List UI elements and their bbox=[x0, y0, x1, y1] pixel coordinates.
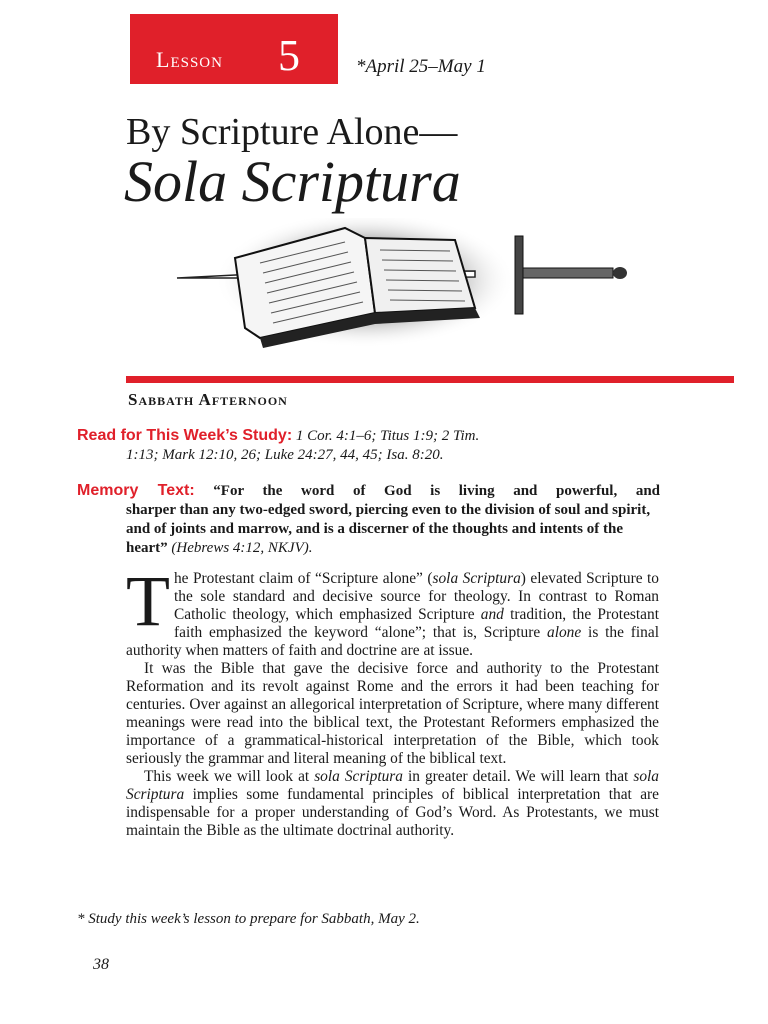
lesson-number: 5 bbox=[278, 31, 300, 80]
page-subtitle: Sola Scriptura bbox=[124, 149, 461, 214]
bible-and-sword-icon bbox=[175, 218, 635, 348]
footnote: * Study this week’s lesson to prepare for Sabbath, May 2. bbox=[77, 911, 420, 927]
p3-text-b: sola Scriptura bbox=[314, 768, 403, 785]
p3-text-d: sola Scriptura bbox=[126, 768, 659, 803]
p1-text-b: sola Scriptura bbox=[432, 570, 521, 587]
study-label: Read for This Week’s Study: bbox=[77, 427, 293, 444]
memory-text bbox=[77, 481, 660, 558]
memory-verse-line1: “For the word of God is living and powerful, and bbox=[213, 483, 660, 499]
memory-label: Memory Text: bbox=[77, 482, 195, 499]
p3-text-e: implies some fundamental principles of biblical interpretation that are indispensable for a proper understanding of God’s Word. As Protestants, we must maintain the Bible as the ultimate doctrinal authority. bbox=[126, 786, 659, 839]
study-refs-line1: 1 Cor. 4:1–6; Titus 1:9; 2 Tim. bbox=[295, 428, 480, 444]
p1-text-a: he Protestant claim of “Scripture alone” ( bbox=[173, 570, 433, 587]
section-divider bbox=[126, 376, 734, 383]
memory-reference: (Hebrews 4:12, NKJV). bbox=[171, 540, 313, 556]
p1-text-e: tradition, the Protestant faith emphasized the keyword “alone”; that is, Scripture bbox=[173, 606, 659, 641]
study-refs-line2: 1:13; Mark 12:10, 26; Luke 24:27, 44, 45; Isa. 8:20. bbox=[126, 447, 444, 463]
paragraph-2: It was the Bible that gave the decisive force and authority to the Protestant Reformation and its revolt against Rome and the errors it had been teaching for centuries. Over against an allegorical interpretation of Scripture, where many different meanings were read into the biblical text, the Protestant Reformers emphasized the importance of a grammatical-historical interpretation of the Bible, which took seriously the grammar and literal meaning of the biblical text. bbox=[126, 660, 659, 767]
section-heading: Sabbath Afternoon bbox=[128, 390, 288, 409]
paragraph-1 bbox=[126, 561, 659, 660]
p1-text-g: is the final authority when matters of faith and doctrine are at issue. bbox=[126, 624, 659, 659]
study-references bbox=[77, 426, 660, 465]
p3-text-c: in greater detail. We will learn that bbox=[403, 768, 634, 785]
page-title: By Scripture Alone— bbox=[126, 111, 458, 153]
lesson-badge bbox=[130, 14, 338, 84]
p1-text-c: ) elevated Scripture to the sole standard and decisive source for theology. In contrast to Roman Catholic theology, which emphasized Scripture bbox=[173, 570, 659, 623]
p3-text-a: This week we will look at bbox=[144, 768, 315, 785]
p1-text-d: and bbox=[480, 606, 504, 623]
lesson-label: Lesson bbox=[156, 47, 223, 72]
body-text bbox=[126, 561, 659, 840]
p1-text-f: alone bbox=[547, 624, 582, 641]
lesson-dates: *April 25–May 1 bbox=[356, 56, 486, 77]
paragraph-3 bbox=[126, 768, 659, 840]
memory-verse-rest: sharper than any two-edged sword, piercing even to the division of soul and spirit, and of joints and marrow, and is a discerner of the thoughts and intents of the heart” bbox=[126, 502, 651, 556]
page-number: 38 bbox=[93, 956, 109, 973]
drop-cap: T bbox=[126, 561, 170, 641]
